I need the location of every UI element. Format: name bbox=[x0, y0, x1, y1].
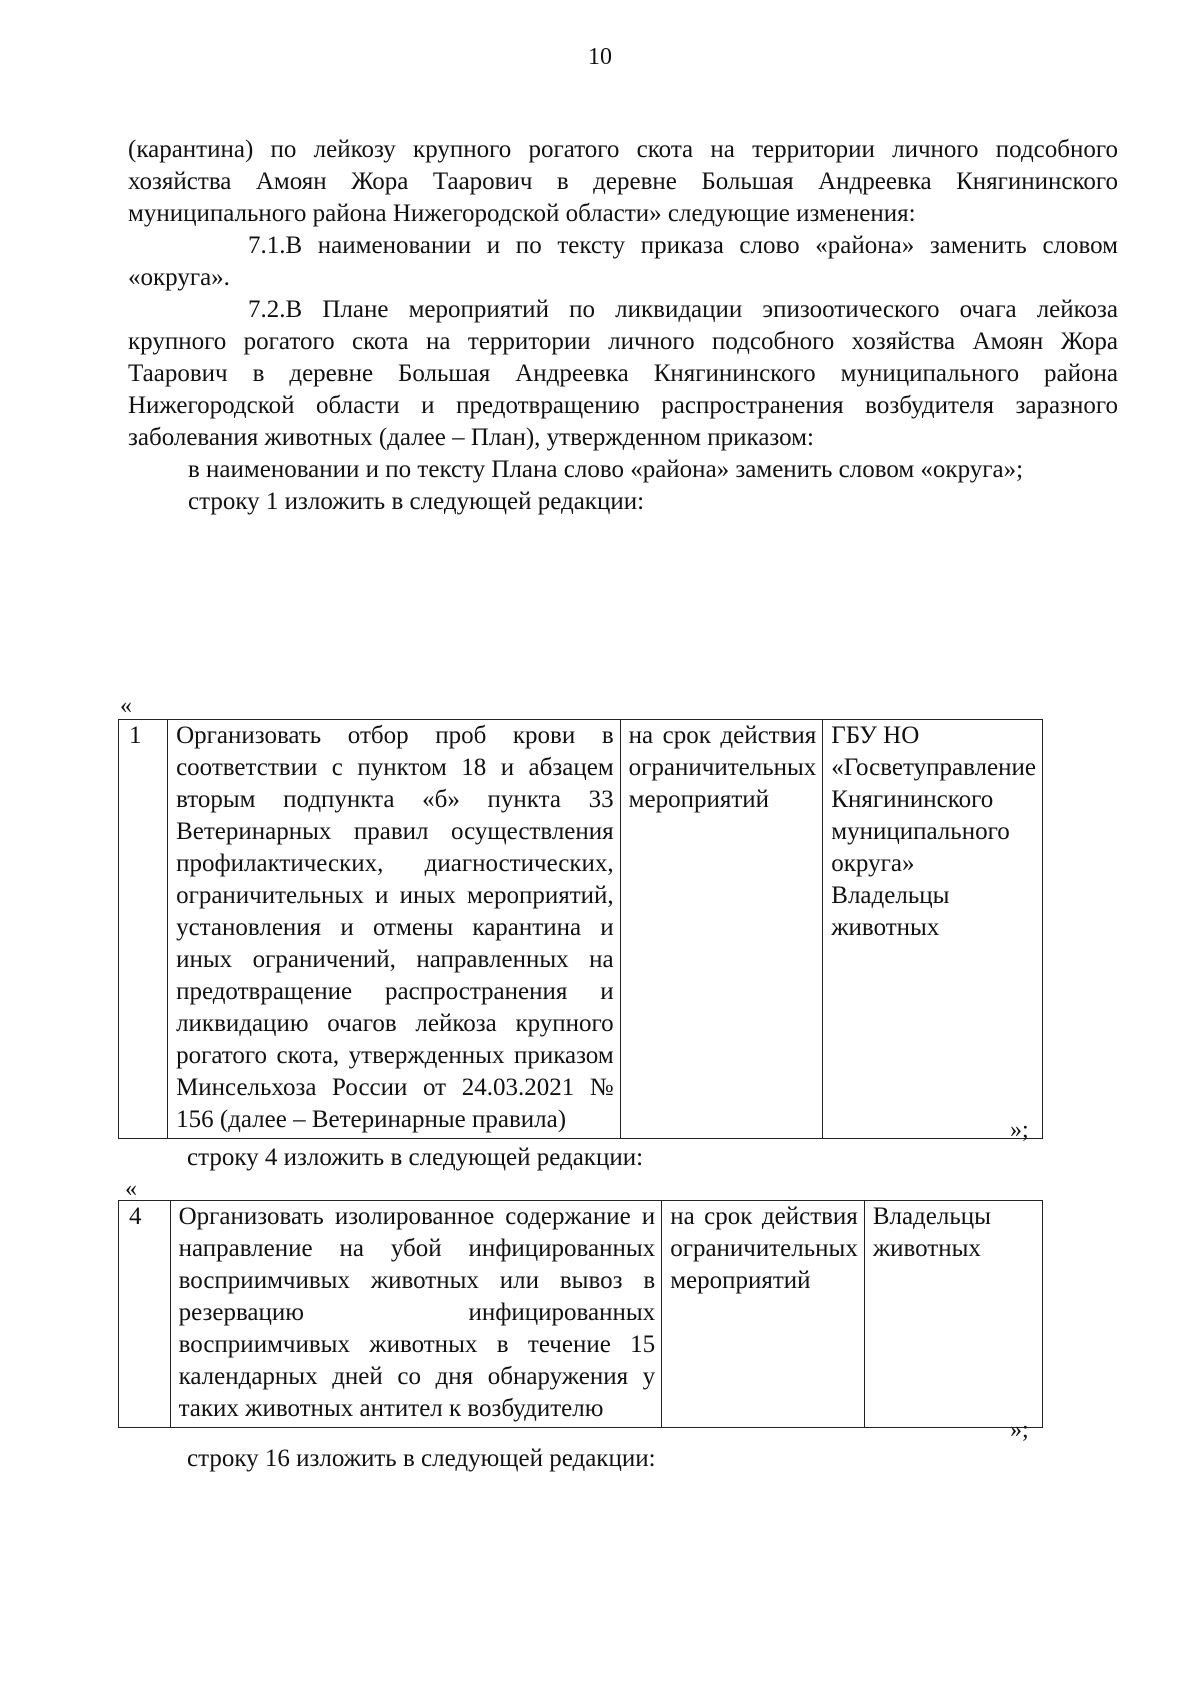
amendment-table-row-1 bbox=[118, 719, 1043, 1139]
paragraph-7-2 bbox=[128, 294, 1118, 454]
table-row bbox=[119, 1201, 1043, 1428]
paragraph-7-1 bbox=[128, 230, 1118, 294]
closing-quote: »; bbox=[1010, 1417, 1029, 1443]
row-number: 4 bbox=[119, 1201, 171, 1428]
lead-row-4: строку 4 изложить в следующей редакции: bbox=[187, 1144, 644, 1171]
term-cell: на срок действия ограничительных мероприятий bbox=[620, 720, 823, 1139]
row-number: 1 bbox=[119, 720, 168, 1139]
clause-text: В Плане мероприятий по ликвидации эпизоотического очага лейкоза крупного рогатого скота на территории личного подсобного хозяйства Амоян Жора Таарович в деревне Большая Андреевка Княгининского муниципального района Нижегородской области и предотвращению распространения возбудителя заразного заболевания животных (далее – План), утвержденном приказом: bbox=[128, 296, 1118, 451]
measure-cell: Организовать изолированное содержание и направление на убой инфицированных восприимчивых животных или вывоз в резервацию инфицированных восприимчивых животных в течение 15 календарных дней со дня обнаружения у таких животных антител к возбудителю bbox=[170, 1201, 662, 1428]
clause-number: 7.2. bbox=[248, 296, 286, 323]
measure-cell: Организовать отбор проб крови в соответствии с пунктом 18 и абзацем вторым подпункта «б» пункта 33 Ветеринарных правил осуществления профилактических, диагностических, ограничительных и иных мероприятий, установления и отмены карантина и иных ограничений, направленных на предотвращение распространения и ликвидацию очагов лейкоза крупного рогатого скота, утвержденных приказом Минсельхоза России от 24.03.2021 № 156 (далее – Ветеринарные правила) bbox=[168, 720, 621, 1139]
responsible-cell: ГБУ НО «Госветуправление Княгининского муниципального округа» Владельцы животных bbox=[823, 720, 1043, 1139]
lead-row-16: строку 16 изложить в следующей редакции: bbox=[187, 1445, 656, 1472]
term-cell: на срок действия ограничительных мероприятий bbox=[662, 1201, 865, 1428]
amendment-table-row-4 bbox=[118, 1200, 1043, 1428]
clause-text: В наименовании и по тексту приказа слово «района» заменить словом «округа». bbox=[128, 232, 1118, 291]
body-text bbox=[128, 134, 1118, 518]
table-row bbox=[119, 720, 1043, 1139]
closing-quote: »; bbox=[1010, 1117, 1029, 1143]
opening-quote: « bbox=[125, 1176, 137, 1202]
paragraph-row1-lead: строку 1 изложить в следующей редакции: bbox=[188, 488, 645, 515]
responsible-cell: Владельцы животных bbox=[864, 1201, 1042, 1428]
paragraph-rename: в наименовании и по тексту Плана слово «района» заменить словом «округа»; bbox=[188, 456, 1024, 483]
page-number: 10 bbox=[588, 44, 612, 70]
paragraph-intro: (карантина) по лейкозу крупного рогатого скота на территории личного подсобного хозяйства Амоян Жора Таарович в деревне Большая Андреевка Княгининского муниципального района Нижегородской области» следующие изменения: bbox=[128, 136, 1118, 227]
opening-quote: « bbox=[120, 693, 132, 719]
clause-number: 7.1. bbox=[248, 232, 286, 259]
